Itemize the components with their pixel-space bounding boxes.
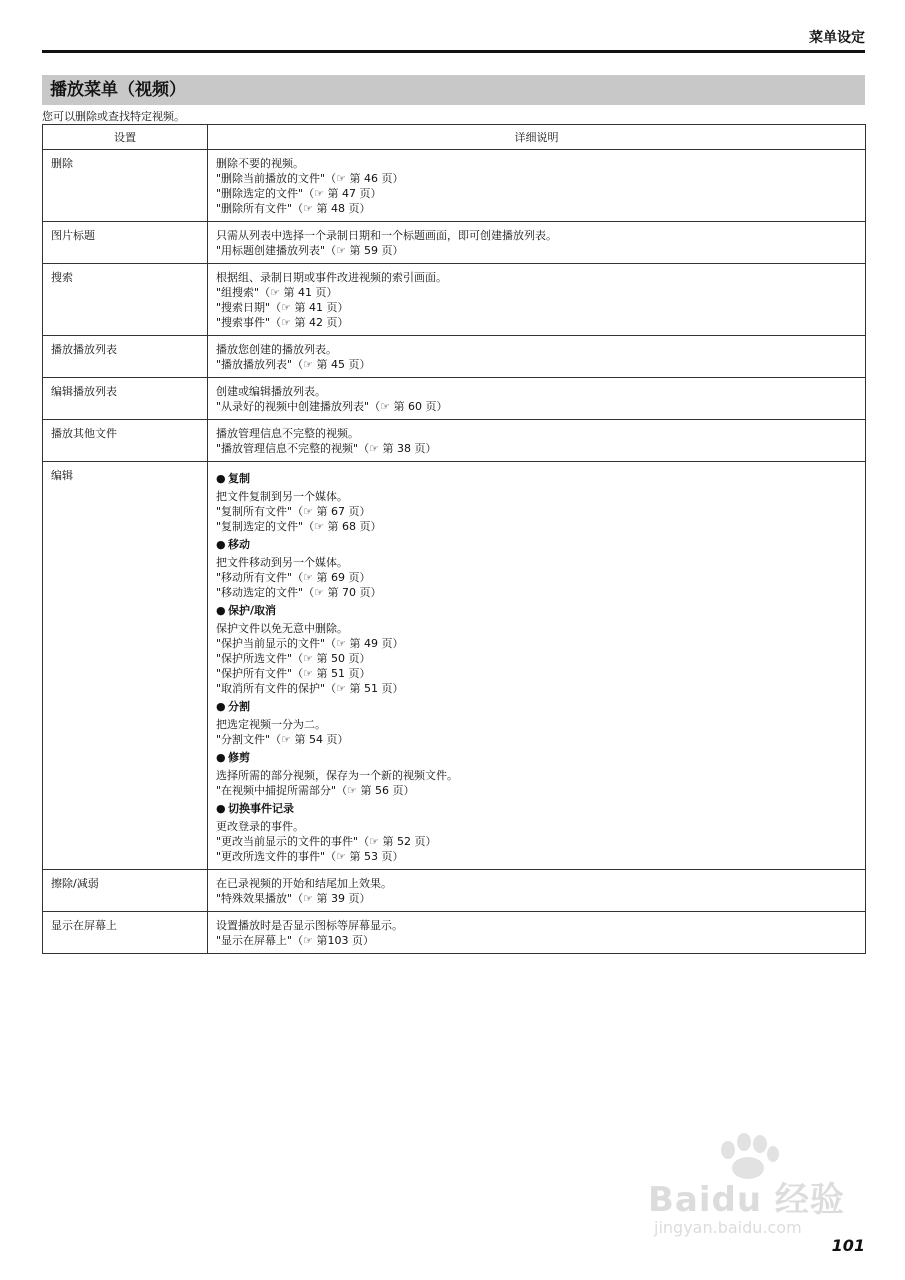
details-cell bbox=[208, 870, 866, 912]
details-cell bbox=[208, 420, 866, 462]
detail-line: 创建或编辑播放列表。 bbox=[216, 385, 326, 398]
page-link[interactable]: "搜索日期"（☞ 第 41 页） bbox=[216, 301, 349, 314]
page-link[interactable]: "移动所有文件"（☞ 第 69 页） bbox=[216, 571, 371, 584]
details-cell bbox=[208, 336, 866, 378]
page-link[interactable]: "更改所选文件的事件"（☞ 第 53 页） bbox=[216, 850, 404, 863]
detail-line: 播放管理信息不完整的视频。 bbox=[216, 427, 359, 440]
bullet-icon: ● bbox=[216, 472, 226, 485]
detail-line: 在已录视频的开始和结尾加上效果。 bbox=[216, 877, 392, 890]
page-link[interactable]: "更改当前显示的文件的事件"（☞ 第 52 页） bbox=[216, 835, 437, 848]
page-link[interactable]: "播放播放列表"（☞ 第 45 页） bbox=[216, 358, 371, 371]
details-cell bbox=[208, 150, 866, 222]
bullet-icon: ● bbox=[216, 802, 226, 815]
page-link[interactable]: "显示在屏幕上"（☞ 第103 页） bbox=[216, 934, 374, 947]
page-link[interactable]: "播放管理信息不完整的视频"（☞ 第 38 页） bbox=[216, 442, 437, 455]
table-row bbox=[43, 336, 866, 378]
page-link[interactable]: "从录好的视频中创建播放列表"（☞ 第 60 页） bbox=[216, 400, 448, 413]
bullet-icon: ● bbox=[216, 538, 226, 551]
playback-menu-table bbox=[42, 124, 866, 954]
page-link[interactable]: "取消所有文件的保护"（☞ 第 51 页） bbox=[216, 682, 404, 695]
group-title: 修剪 bbox=[228, 751, 250, 764]
detail-line: 更改登录的事件。 bbox=[216, 820, 304, 833]
page-link[interactable]: "复制选定的文件"（☞ 第 68 页） bbox=[216, 520, 382, 533]
setting-cell: 擦除/减弱 bbox=[43, 870, 208, 912]
group-heading bbox=[216, 801, 857, 816]
page-link[interactable]: "保护所有文件"（☞ 第 51 页） bbox=[216, 667, 371, 680]
table-header-row bbox=[43, 125, 866, 150]
group-heading bbox=[216, 471, 857, 486]
header-rule bbox=[42, 50, 865, 53]
setting-cell: 搜索 bbox=[43, 264, 208, 336]
page-link[interactable]: "保护所选文件"（☞ 第 50 页） bbox=[216, 652, 371, 665]
detail-line: 只需从列表中选择一个录制日期和一个标题画面，即可创建播放列表。 bbox=[216, 229, 557, 242]
group-title: 复制 bbox=[228, 472, 250, 485]
bullet-icon: ● bbox=[216, 700, 226, 713]
setting-cell: 编辑 bbox=[43, 462, 208, 870]
page-link[interactable]: "搜索事件"（☞ 第 42 页） bbox=[216, 316, 349, 329]
group-title: 分割 bbox=[228, 700, 250, 713]
bullet-icon: ● bbox=[216, 751, 226, 764]
table-row bbox=[43, 870, 866, 912]
details-cell bbox=[208, 912, 866, 954]
page-link[interactable]: "删除选定的文件"（☞ 第 47 页） bbox=[216, 187, 382, 200]
setting-cell: 播放播放列表 bbox=[43, 336, 208, 378]
setting-cell: 图片标题 bbox=[43, 222, 208, 264]
page-link[interactable]: "分割文件"（☞ 第 54 页） bbox=[216, 733, 349, 746]
section-intro: 您可以删除或查找特定视频。 bbox=[42, 110, 185, 123]
details-cell bbox=[208, 222, 866, 264]
group-heading bbox=[216, 750, 857, 765]
details-cell bbox=[208, 462, 866, 870]
page-link[interactable]: "复制所有文件"（☞ 第 67 页） bbox=[216, 505, 371, 518]
page-link[interactable]: "在视频中捕捉所需部分"（☞ 第 56 页） bbox=[216, 784, 415, 797]
detail-line: 播放您创建的播放列表。 bbox=[216, 343, 337, 356]
table-row bbox=[43, 378, 866, 420]
page-link[interactable]: "特殊效果播放"（☞ 第 39 页） bbox=[216, 892, 371, 905]
group-title: 移动 bbox=[228, 538, 250, 551]
page-link[interactable]: "组搜索"（☞ 第 41 页） bbox=[216, 286, 338, 299]
table-row-edit bbox=[43, 462, 866, 870]
group-title: 保护/取消 bbox=[228, 604, 277, 617]
detail-line: 删除不要的视频。 bbox=[216, 157, 304, 170]
page-number: 101 bbox=[831, 1236, 865, 1255]
page-link[interactable]: "用标题创建播放列表"（☞ 第 59 页） bbox=[216, 244, 404, 257]
section-band bbox=[42, 75, 865, 105]
setting-cell: 删除 bbox=[43, 150, 208, 222]
detail-line: 把选定视频一分为二。 bbox=[216, 718, 326, 731]
table-row bbox=[43, 222, 866, 264]
group-heading bbox=[216, 603, 857, 618]
page-link[interactable]: "保护当前显示的文件"（☞ 第 49 页） bbox=[216, 637, 404, 650]
detail-line: 设置播放时是否显示图标等屏幕显示。 bbox=[216, 919, 403, 932]
page-link[interactable]: "删除所有文件"（☞ 第 48 页） bbox=[216, 202, 371, 215]
baidu-watermark bbox=[640, 1132, 870, 1252]
column-header-details: 详细说明 bbox=[208, 125, 866, 150]
setting-cell: 播放其他文件 bbox=[43, 420, 208, 462]
details-cell bbox=[208, 264, 866, 336]
detail-line: 把文件移动到另一个媒体。 bbox=[216, 556, 348, 569]
setting-cell: 编辑播放列表 bbox=[43, 378, 208, 420]
page-link[interactable]: "移动选定的文件"（☞ 第 70 页） bbox=[216, 586, 382, 599]
table-row bbox=[43, 264, 866, 336]
watermark-url: jingyan.baidu.com bbox=[654, 1218, 802, 1237]
table-row bbox=[43, 150, 866, 222]
detail-line: 保护文件以免无意中删除。 bbox=[216, 622, 348, 635]
details-cell bbox=[208, 378, 866, 420]
watermark-logo: Baidu 经验 bbox=[648, 1180, 845, 1220]
bullet-icon: ● bbox=[216, 604, 226, 617]
detail-line: 选择所需的部分视频，保存为一个新的视频文件。 bbox=[216, 769, 458, 782]
page-link[interactable]: "删除当前播放的文件"（☞ 第 46 页） bbox=[216, 172, 404, 185]
table-row bbox=[43, 420, 866, 462]
column-header-setting: 设置 bbox=[43, 125, 208, 150]
table-row bbox=[43, 912, 866, 954]
group-title: 切换事件记录 bbox=[228, 802, 294, 815]
detail-line: 根据组、录制日期或事件改进视频的索引画面。 bbox=[216, 271, 447, 284]
setting-cell: 显示在屏幕上 bbox=[43, 912, 208, 954]
section-title: 播放菜单（视频） bbox=[50, 80, 186, 100]
header-title: 菜单设定 bbox=[809, 30, 865, 46]
group-heading bbox=[216, 537, 857, 552]
detail-line: 把文件复制到另一个媒体。 bbox=[216, 490, 348, 503]
group-heading bbox=[216, 699, 857, 714]
